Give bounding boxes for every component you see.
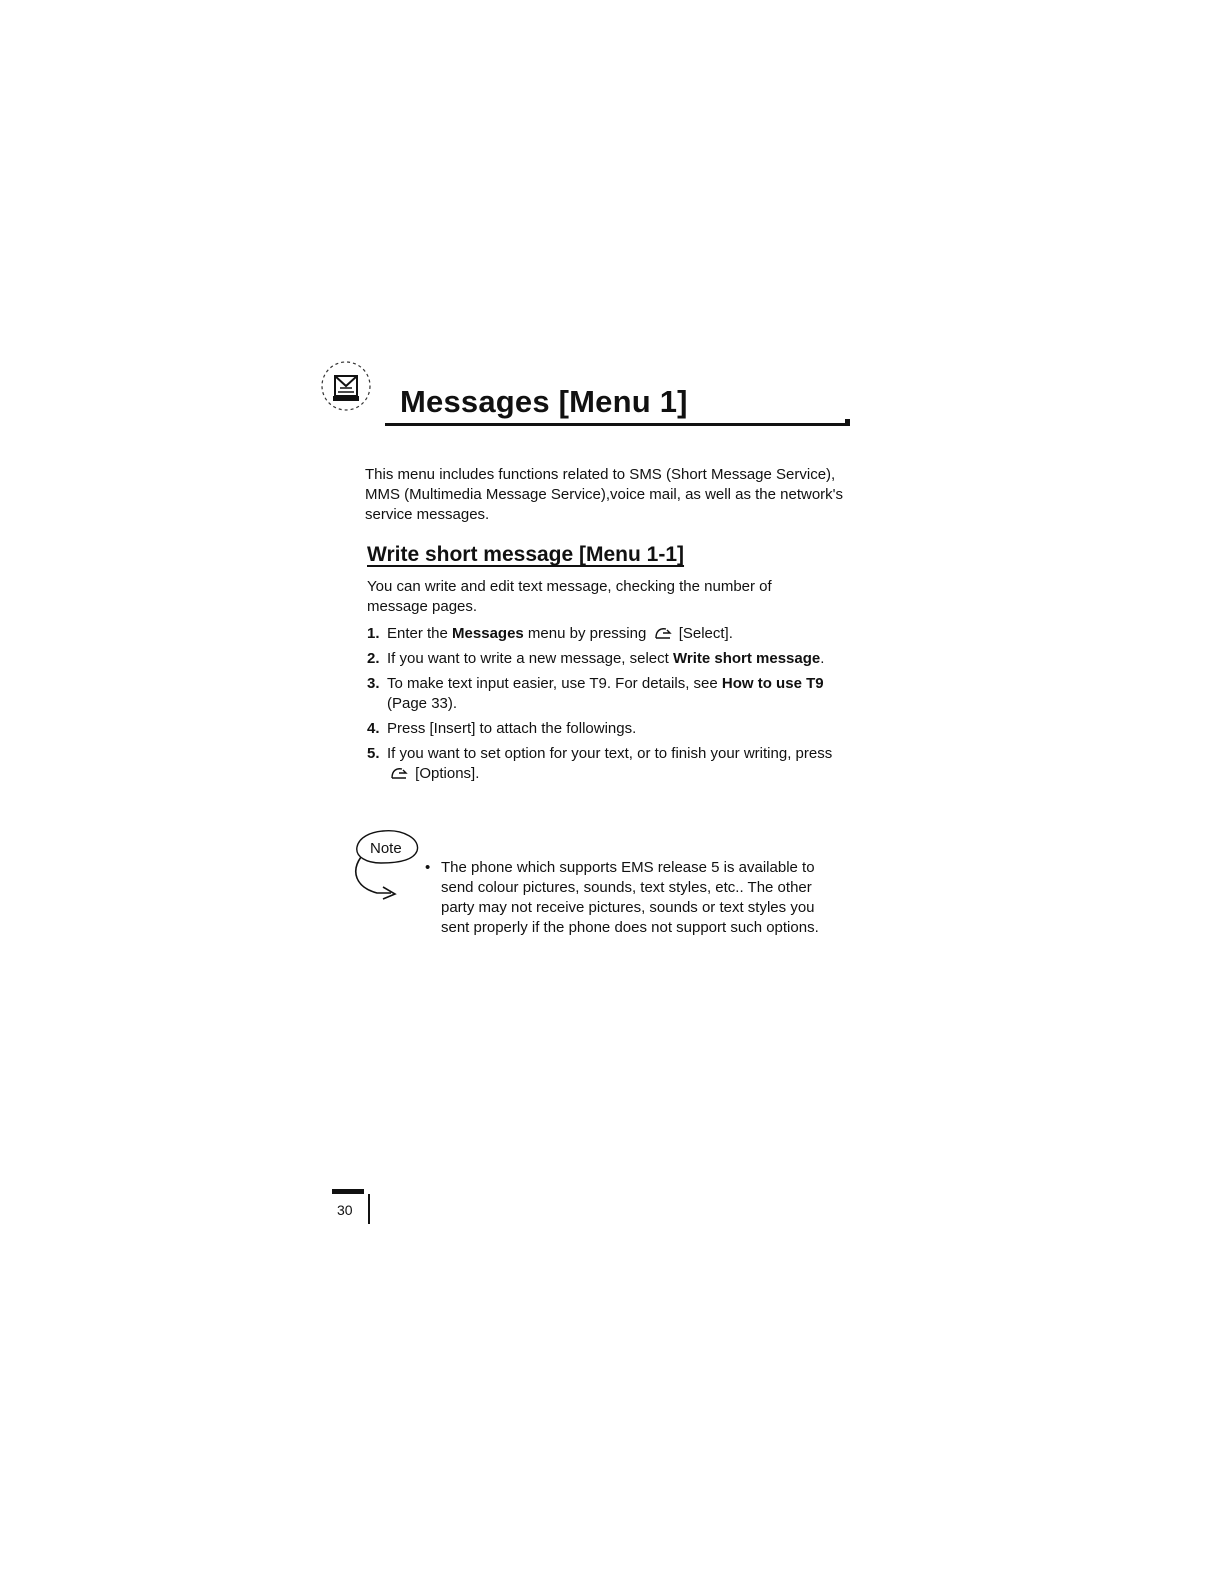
step-text: Press [Insert] to attach the followings. — [387, 720, 637, 737]
page-number-bar — [332, 1189, 364, 1194]
step-item — [367, 719, 847, 739]
step-item — [367, 624, 847, 644]
step-bold-text: Messages — [452, 625, 524, 642]
step-text: [Select]. — [678, 625, 733, 642]
step-text: [Options]. — [415, 765, 480, 782]
note-list — [423, 858, 828, 938]
section-heading: Write short message [Menu 1-1] — [367, 543, 685, 566]
step-item — [367, 649, 847, 669]
steps-list — [367, 624, 847, 789]
step-text: If you want to write a new message, select — [387, 650, 673, 667]
left-softkey-icon — [389, 766, 409, 780]
note-badge — [343, 827, 428, 905]
step-number: 2. — [367, 650, 380, 667]
title-underline-end — [845, 419, 850, 426]
messages-envelope-icon — [318, 358, 374, 414]
step-number: 4. — [367, 720, 380, 737]
step-bold-text: How to use T9 — [721, 675, 824, 692]
left-softkey-icon — [653, 626, 673, 640]
note-item: • The phone which supports EMS release 5 is available to send colour pictures, sounds, text styles, etc.. The other party may not receive pictures, sounds or text styles you sent properly if the phone does not support such options. — [423, 858, 828, 938]
step-text: menu by pressing — [523, 625, 647, 642]
intro-paragraph: This menu includes functions related to SMS (Short Message Service), MMS (Multimedia Message Service),voice mail, as well as the network's service messages. — [365, 466, 844, 523]
step-text: Enter the — [387, 625, 453, 642]
step-text: To make text input easier, use T9. For details, see — [387, 675, 722, 692]
step-number: 5. — [367, 745, 380, 762]
step-text: (Page 33). — [387, 695, 458, 712]
step-item — [367, 744, 847, 784]
step-number: 1. — [367, 625, 380, 642]
step-text: If you want to set option for your text, or to finish your writing, press — [387, 745, 833, 762]
section-intro: You can write and edit text message, checking the number of message pages. — [367, 578, 772, 615]
step-text: . — [820, 650, 825, 667]
step-bold-text: Write short message — [672, 650, 821, 667]
note-label: Note — [370, 840, 402, 857]
page-title: Messages [Menu 1] — [400, 384, 688, 419]
title-underline — [385, 423, 848, 426]
page-number-divider — [368, 1194, 370, 1224]
step-number: 3. — [367, 675, 380, 692]
page-number: 30 — [337, 1202, 353, 1218]
step-item — [367, 674, 847, 714]
